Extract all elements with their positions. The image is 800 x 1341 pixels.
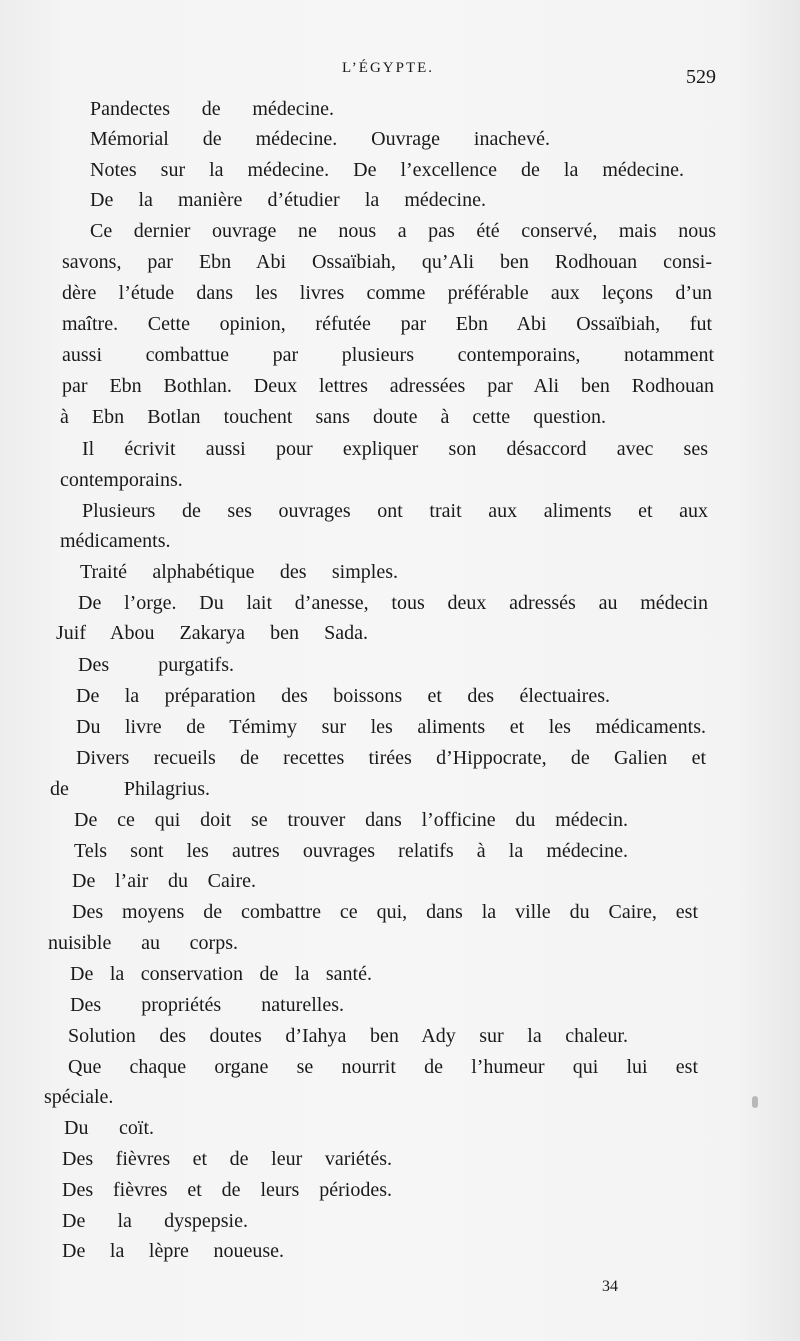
text-line: Tels sont les autres ouvrages relatifs à la médecine. (74, 840, 628, 862)
text-line: dère l’étude dans les livres comme préférable aux leçons d’un (62, 282, 712, 304)
text-line: de Philagrius. (50, 778, 210, 800)
text-line: Des propriétés naturelles. (70, 994, 344, 1016)
text-line: De la conservation de la santé. (70, 963, 372, 985)
text-line: Divers recueils de recettes tirées d’Hippocrate, de Galien et (76, 747, 706, 769)
text-line: contemporains. (60, 469, 183, 491)
text-line: Mémorial de médecine. Ouvrage inachevé. (90, 128, 550, 150)
text-line: De la préparation des boissons et des électuaires. (76, 685, 610, 707)
text-line: nuisible au corps. (48, 932, 238, 954)
text-line: Solution des doutes d’Iahya ben Ady sur la chaleur. (68, 1025, 628, 1047)
running-title: L’ÉGYPTE. (342, 60, 435, 76)
text-line: Notes sur la médecine. De l’excellence de la médecine. (90, 159, 684, 181)
text-line: Des moyens de combattre ce qui, dans la ville du Caire, est (72, 901, 698, 923)
text-line: Pandectes de médecine. (90, 98, 334, 120)
text-line: De la dyspepsie. (62, 1210, 248, 1232)
text-line: Plusieurs de ses ouvrages ont trait aux aliments et aux (82, 500, 708, 522)
text-line: Des fièvres et de leur variétés. (62, 1148, 392, 1170)
text-line: Des purgatifs. (78, 654, 234, 676)
text-line: Juif Abou Zakarya ben Sada. (56, 622, 368, 644)
text-line: De l’orge. Du lait d’anesse, tous deux adressés au médecin (78, 592, 708, 614)
signature-mark: 34 (602, 1278, 618, 1295)
text-line: De la manière d’étudier la médecine. (90, 189, 486, 211)
text-line: par Ebn Bothlan. Deux lettres adressées par Ali ben Rodhouan (62, 375, 714, 397)
text-line: médicaments. (60, 530, 171, 552)
text-line: De l’air du Caire. (72, 870, 256, 892)
paper-speck (752, 1096, 758, 1108)
text-line: Ce dernier ouvrage ne nous a pas été conservé, mais nous (90, 220, 716, 242)
text-line: savons, par Ebn Abi Ossaïbiah, qu’Ali ben Rodhouan consi- (62, 251, 712, 273)
text-line: maître. Cette opinion, réfutée par Ebn Abi Ossaïbiah, fut (62, 313, 712, 335)
text-line: aussi combattue par plusieurs contemporains, notamment (62, 344, 714, 366)
page-number: 529 (686, 66, 716, 88)
text-line: spéciale. (44, 1086, 114, 1108)
text-line: De ce qui doit se trouver dans l’officine du médecin. (74, 809, 628, 831)
text-line: Il écrivit aussi pour expliquer son désaccord avec ses (82, 438, 708, 460)
text-line: Que chaque organe se nourrit de l’humeur qui lui est (68, 1056, 698, 1078)
text-line: Traité alphabétique des simples. (80, 561, 398, 583)
text-line: De la lèpre noueuse. (62, 1240, 284, 1262)
text-line: Du coït. (64, 1117, 154, 1139)
text-line: à Ebn Botlan touchent sans doute à cette question. (60, 406, 606, 428)
text-line: Des fièvres et de leurs périodes. (62, 1179, 392, 1201)
text-line: Du livre de Témimy sur les aliments et les médicaments. (76, 716, 706, 738)
